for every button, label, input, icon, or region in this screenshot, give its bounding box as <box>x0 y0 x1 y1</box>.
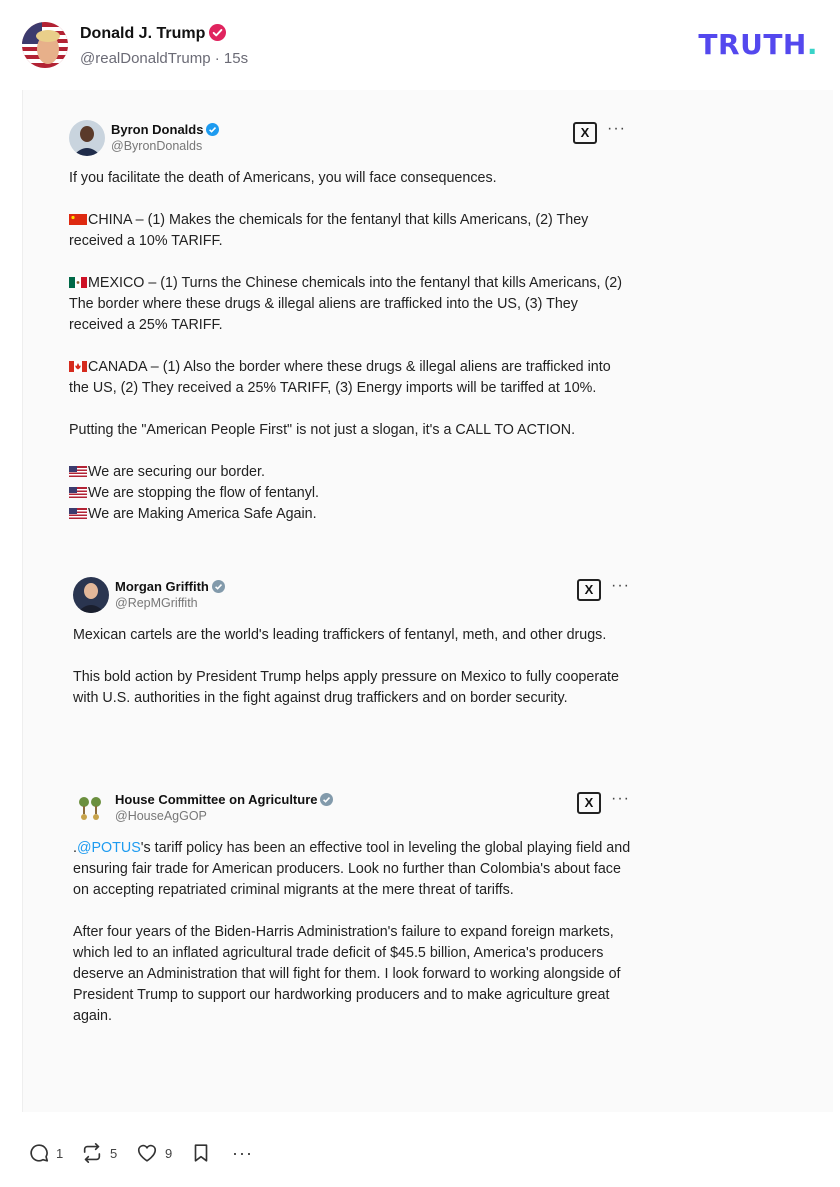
retruth-count: 5 <box>110 1145 118 1161</box>
like-button[interactable] <box>135 1138 172 1168</box>
tweet-avatar <box>73 790 109 826</box>
author-name[interactable]: Donald J. Trump <box>80 24 226 43</box>
more-options-button[interactable] <box>232 1138 253 1168</box>
tweet-paragraph: CHINA – (1) Makes the chemicals for the fentanyl that kills Americans, (2) They received a 10% TARIFF. <box>69 212 589 249</box>
tweet-paragraph: Putting the "American People First" is not just a slogan, it's a CALL TO ACTION. <box>69 422 576 438</box>
heart-icon <box>135 1142 159 1164</box>
truth-logo[interactable]: TRUTH. <box>698 28 818 61</box>
author-handle[interactable]: @realDonaldTrump <box>80 50 211 67</box>
mexico-flag-icon <box>69 274 87 285</box>
author-meta <box>80 50 248 67</box>
tweet-author-name: Byron Donalds <box>111 122 219 137</box>
bookmark-icon <box>190 1142 212 1164</box>
gray-check-icon <box>320 793 333 806</box>
tweet-paragraph: If you facilitate the death of Americans, you will face consequences. <box>69 170 497 186</box>
author-avatar[interactable] <box>22 22 68 68</box>
embedded-tweet-3 <box>73 790 633 1060</box>
x-logo-icon: X <box>573 122 597 144</box>
tweet-more-icon: ··· <box>611 577 630 594</box>
tweet-body <box>73 838 633 1048</box>
x-logo-icon: X <box>577 792 601 814</box>
tweet-paragraph: Mexican cartels are the world's leading traffickers of fentanyl, meth, and other drugs. <box>73 627 607 643</box>
china-flag-icon <box>69 211 87 222</box>
like-count: 9 <box>165 1145 173 1161</box>
tweet-bullet: We are securing our border. <box>69 462 629 483</box>
post-media-image[interactable] <box>22 90 833 1112</box>
meta-separator: · <box>214 50 220 67</box>
tweet-paragraph: .@POTUS's tariff policy has been an effective tool in leveling the global playing field and ensuring fair trade for American producers. Look no further than Colombia's about face on accepting repatriated criminal migrants at the mere threat of tariffs. <box>73 840 631 898</box>
tweet-body <box>69 168 629 525</box>
tweet-handle: @ByronDonalds <box>111 139 203 153</box>
tweet-more-icon: ··· <box>611 790 630 807</box>
more-options-icon: ··· <box>232 1142 253 1163</box>
tweet-handle: @HouseAgGOP <box>115 809 207 823</box>
reply-button[interactable] <box>28 1138 63 1168</box>
verified-badge-icon <box>209 24 226 41</box>
tweet-body <box>73 625 633 730</box>
tweet-paragraph: MEXICO – (1) Turns the Chinese chemicals into the fentanyl that kills Americans, (2) The border where these drugs & illegal aliens are trafficked into the US, (3) They received a 25% TARIFF. <box>69 275 622 333</box>
tweet-author-name: Morgan Griffith <box>115 579 225 594</box>
x-logo-icon: X <box>577 579 601 601</box>
tweet-avatar <box>69 120 105 156</box>
retruth-icon <box>80 1142 104 1164</box>
tweet-paragraph: CANADA – (1) Also the border where these drugs & illegal aliens are trafficked into the US, (2) They received a 25% TARIFF, (3) Energy imports will be tariffed at 10%. <box>69 359 611 396</box>
canada-flag-icon <box>69 358 87 369</box>
tweet-author-name: House Committee on Agriculture <box>115 792 333 807</box>
blue-check-icon <box>206 123 219 136</box>
tweet-more-icon: ··· <box>607 120 626 137</box>
tweet-avatar <box>73 577 109 613</box>
reply-icon <box>28 1142 50 1164</box>
retruth-button[interactable] <box>80 1138 117 1168</box>
post-time[interactable]: 15s <box>223 50 249 67</box>
tweet-handle: @RepMGriffith <box>115 596 198 610</box>
reply-count: 1 <box>56 1145 64 1161</box>
gray-check-icon <box>212 580 225 593</box>
post-actions <box>22 1138 522 1168</box>
tweet-bullet: We are Making America Safe Again. <box>69 504 629 525</box>
tweet-paragraph: After four years of the Biden-Harris Administration's failure to expand foreign markets, which led to an inflated agricultural trade deficit of $45.5 billion, America's producers deserve an Administration that will fight for them. I look forward to working alongside of President Trump to support our hardworking producers and to make agriculture great again. <box>73 924 621 1024</box>
tweet-paragraph: This bold action by President Trump helps apply pressure on Mexico to fully cooperate with U.S. authorities in the fight against drug traffickers and on border security. <box>73 669 619 706</box>
us-flag-icon <box>69 505 87 516</box>
mention-link: @POTUS <box>76 840 141 856</box>
us-flag-icon <box>69 484 87 495</box>
embedded-tweet-2 <box>73 577 633 757</box>
bookmark-button[interactable] <box>190 1138 212 1168</box>
post-header <box>0 0 840 90</box>
us-flag-icon <box>69 463 87 474</box>
tweet-bullet: We are stopping the flow of fentanyl. <box>69 483 629 504</box>
embedded-tweet-1 <box>69 120 629 550</box>
